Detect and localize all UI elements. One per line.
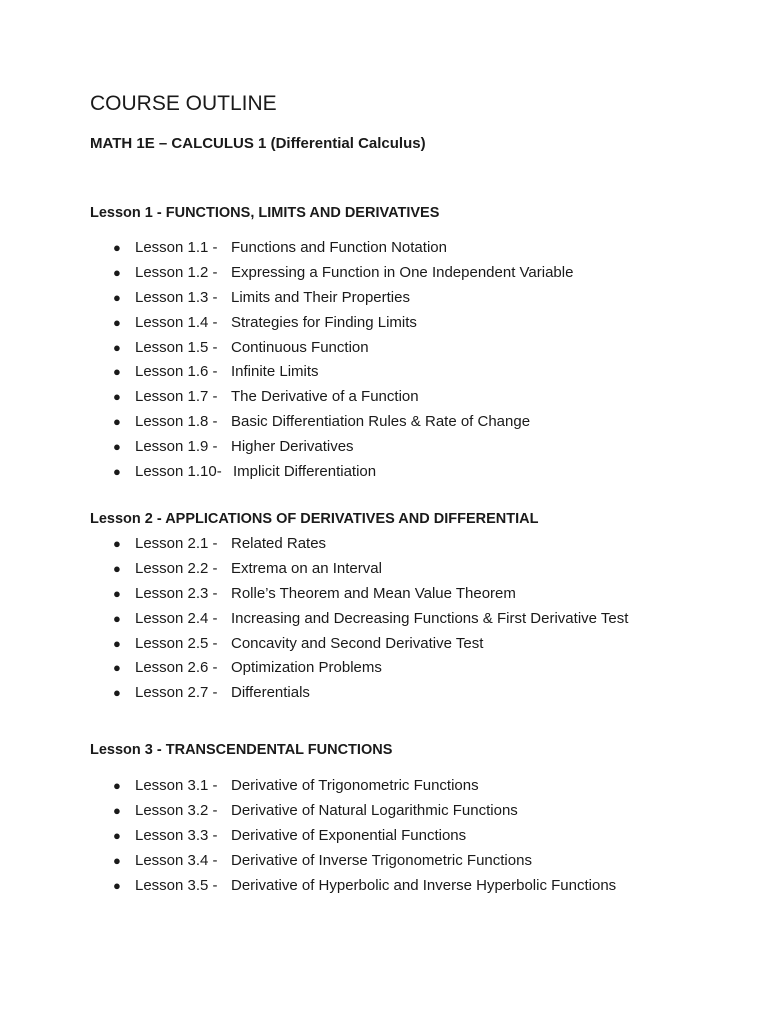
lesson-title: Strategies for Finding Limits (231, 313, 417, 331)
lesson-code: Lesson 1.6 - (135, 363, 218, 381)
lesson-code: Lesson 2.3 - (135, 584, 218, 602)
bullet-icon: ● (113, 660, 121, 676)
bullet-icon: ● (113, 536, 121, 551)
bullet-icon: ● (113, 635, 121, 651)
lesson-title: Differentials (231, 684, 310, 702)
bullet-icon: ● (113, 778, 121, 793)
lesson-title: Derivative of Exponential Functions (231, 826, 467, 844)
bullet-icon: ● (113, 827, 121, 843)
lesson-title: Limits and Their Properties (231, 288, 410, 306)
bullet-icon: ● (113, 464, 121, 480)
lesson-title: Derivative of Trigonometric Functions (231, 777, 479, 794)
bullet-icon: ● (113, 364, 121, 380)
lesson-code: Lesson 2.2 - (135, 559, 218, 577)
lesson-code: Lesson 1.8 - (135, 413, 218, 431)
lesson-code: Lesson 3.3 - (135, 826, 218, 844)
lesson-code: Lesson 3.5 - (135, 876, 218, 894)
lesson-code: Lesson 2.7 - (135, 684, 218, 702)
bullet-icon: ● (113, 439, 121, 455)
lesson-title: Infinite Limits (231, 363, 319, 381)
section-heading-lesson-2: Lesson 2 - APPLICATIONS OF DERIVATIVES AND DIFFERENTIAL (90, 511, 539, 527)
lesson-code: Lesson 2.6 - (135, 659, 218, 677)
lesson-title: Implicit Differentiation (233, 463, 377, 481)
bullet-icon: ● (113, 585, 121, 601)
bullet-icon: ● (113, 560, 121, 576)
lesson-title: Related Rates (231, 535, 327, 552)
bullet-icon: ● (113, 610, 121, 626)
document-title: COURSE OUTLINE (90, 92, 277, 115)
bullet-icon: ● (113, 802, 121, 818)
lesson-code: Lesson 2.5 - (135, 634, 218, 652)
lesson-title: Extrema on an Interval (231, 559, 382, 577)
bullet-icon: ● (113, 685, 121, 701)
bullet-icon: ● (113, 414, 121, 430)
bullet-icon: ● (113, 240, 121, 255)
lesson-code: Lesson 1.10- (135, 463, 222, 481)
lesson-title: Higher Derivatives (231, 438, 354, 456)
course-subtitle: MATH 1E – CALCULUS 1 (Differential Calculus) (90, 135, 426, 152)
bullet-icon: ● (113, 289, 121, 305)
lesson-code: Lesson 3.4 - (135, 851, 218, 869)
lesson-title: The Derivative of a Function (231, 388, 419, 406)
section-heading-lesson-1: Lesson 1 - FUNCTIONS, LIMITS AND DERIVATIVES (90, 205, 440, 221)
lesson-code: Lesson 2.1 - (135, 535, 218, 552)
lesson-title: Increasing and Decreasing Functions & First Derivative Test (231, 609, 629, 627)
lesson-code: Lesson 1.7 - (135, 388, 218, 406)
lesson-title: Derivative of Natural Logarithmic Functions (231, 801, 518, 819)
lesson-code: Lesson 1.1 - (135, 239, 218, 256)
bullet-icon: ● (113, 264, 121, 280)
lesson-title: Rolle’s Theorem and Mean Value Theorem (231, 584, 516, 602)
lesson-code: Lesson 1.4 - (135, 313, 218, 331)
lesson-title: Derivative of Inverse Trigonometric Functions (231, 851, 532, 869)
lesson-code: Lesson 1.3 - (135, 288, 218, 306)
bullet-icon: ● (113, 314, 121, 330)
lesson-code: Lesson 1.2 - (135, 263, 218, 281)
bullet-icon: ● (113, 852, 121, 868)
lesson-title: Expressing a Function in One Independent Variable (231, 263, 574, 281)
bullet-icon: ● (113, 389, 121, 405)
lesson-code: Lesson 2.4 - (135, 609, 218, 627)
section-heading-lesson-3: Lesson 3 - TRANSCENDENTAL FUNCTIONS (90, 742, 393, 758)
lesson-title: Concavity and Second Derivative Test (231, 634, 484, 652)
lesson-code: Lesson 1.9 - (135, 438, 218, 456)
lesson-title: Continuous Function (231, 338, 369, 356)
lesson-code: Lesson 3.1 - (135, 777, 218, 794)
bullet-icon: ● (113, 877, 121, 893)
bullet-icon: ● (113, 339, 121, 355)
lesson-code: Lesson 1.5 - (135, 338, 218, 356)
lesson-title: Derivative of Hyperbolic and Inverse Hyperbolic Functions (231, 876, 617, 894)
lesson-title: Functions and Function Notation (231, 239, 447, 256)
lesson-title: Optimization Problems (231, 659, 382, 677)
lesson-title: Basic Differentiation Rules & Rate of Change (231, 413, 531, 431)
lesson-code: Lesson 3.2 - (135, 801, 218, 819)
